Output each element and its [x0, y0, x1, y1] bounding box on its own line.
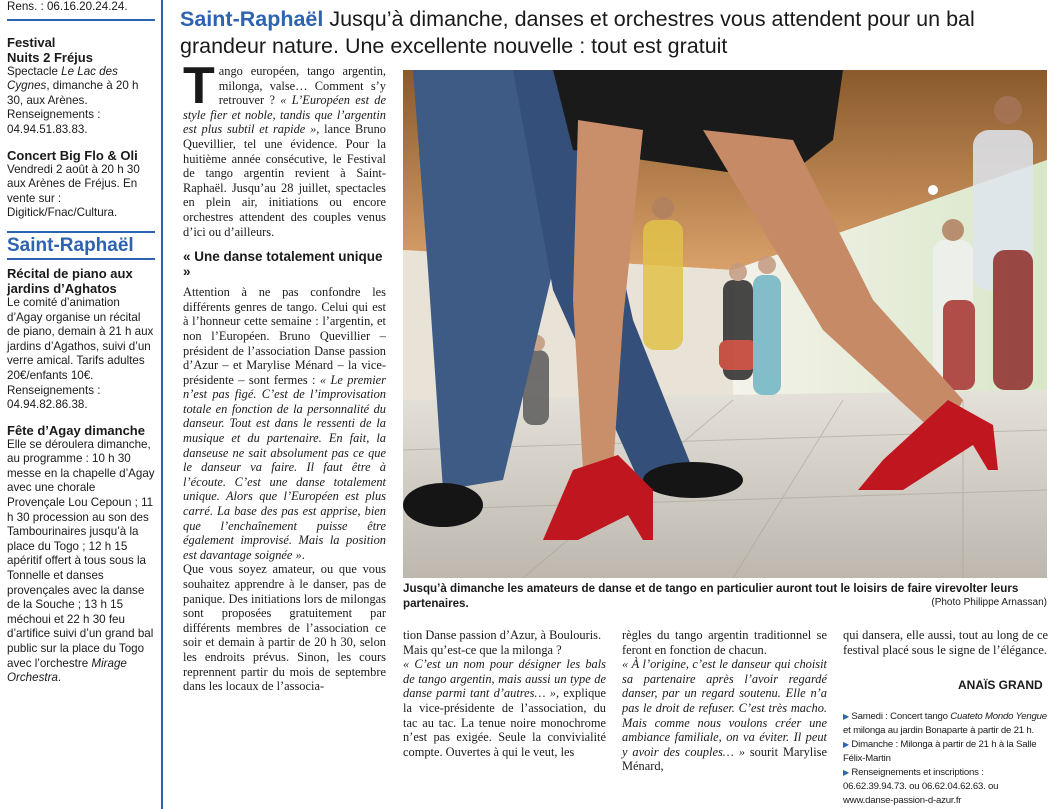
lead-text-a: ango européen, tango argentin, milonga, valse… Comment s’y retrouver ? — [218, 64, 386, 108]
drop-cap: T — [183, 57, 215, 115]
photo-caption: Jusqu’à dimanche les amateurs de danse et de tango en particulier auront tout le loisirs de faire virevolter leurs partenaires. — [403, 582, 1019, 610]
col2-paragraph-2: Mais qu’est-ce que la milonga ? — [403, 642, 562, 657]
concert-text: Vendredi 2 août à 20 h 30 aux Arènes de Fréjus. En vente sur : Digitick/Fnac/Cultura. — [7, 162, 140, 220]
info-item-samedi — [843, 710, 1048, 738]
festival-title-line1: Festival — [7, 34, 56, 50]
col2-paragraph-3 — [403, 657, 606, 759]
intertitle: « Une danse totalement unique » — [183, 249, 383, 280]
fete-text-end: . — [57, 671, 62, 685]
recital-title: Récital de piano aux jardins d’Aghatos — [7, 265, 133, 296]
col2-quote: « C’est un nom pour désigner les bals de tango argentin, mais aussi un type de danse parmi tant d’autres… » — [403, 657, 606, 701]
festival-title — [7, 35, 155, 65]
bullet-icon: ▶ — [843, 712, 849, 721]
dance-photo — [403, 70, 1047, 578]
bullet-icon: ▶ — [843, 768, 849, 777]
col2-paragraph-1: tion Danse passion d’Azur, à Boulouris. — [403, 628, 602, 642]
headline-city: Saint-Raphaël — [180, 7, 324, 31]
info-dimanche-text: Dimanche : Milonga à partir de 21 h à la Salle Félix-Martin — [843, 739, 1037, 764]
info-band-name: Cuateto Mondo Yengue — [950, 711, 1047, 722]
article-column-2 — [403, 628, 606, 759]
paragraph-2-end: . — [301, 547, 305, 562]
author-byline: ANAÏS GRAND — [958, 678, 1043, 692]
col3-paragraph-1: règles du tango argentin traditionnel se feront en fonction de chacun. — [622, 628, 827, 657]
sidebar-briefs — [7, 0, 163, 809]
sidebar-top-line: Rens. : 06.16.20.24.24. — [7, 0, 128, 13]
bullet-icon: ▶ — [843, 740, 849, 749]
festival-text — [7, 65, 155, 138]
festival-title-line2: Nuits 2 Fréjus — [7, 49, 93, 65]
photo-credit: (Photo Philippe Arnassan) — [931, 597, 1047, 608]
col3-text: sourit Marylise Ménard, — [622, 744, 828, 774]
paragraph-2-text: Attention à ne pas confondre les différents genres de tango. Celui qui est à l’honneur cette semaine : l’argentin, et non l’Européen. Bruno Quevillier – président de l’association Danse passion d’Azur – et Marylise Ménard – la vice-présidente – sont fermes : — [183, 285, 386, 387]
paragraph-2-quote: « Le premier n’est pas figé. C’est de l’improvisation totale en fonction de la personnalité du danseur. Tout est dans le ressenti de la musique et du partenaire. En fait, la danseuse ne sait absolument pas ce que le danseur va faire. Il faut être à l’écoute. C’est une danse totalement unique. Alors que l’Européen est plus carré. La base des pas est apprise, bien que l’enchaînement puisse être également improvisé. Mais la position est davantage soignée » — [183, 372, 386, 562]
headline-text: Jusqu’à dimanche, danses et orchestres vous attendent pour un bal grandeur nature. Une excellente nouvelle : tout est gratuit — [180, 7, 975, 58]
article-column-3 — [622, 628, 827, 774]
dance-photo-illustration — [403, 70, 1047, 578]
paragraph-2 — [183, 285, 386, 562]
info-item-dimanche — [843, 738, 1048, 766]
col3-quote: « À l’origine, c’est le danseur qui choisit sa partenaire après l’avoir regardé danser, par un regard soutenu. Elle n’a pas le droit de refuser. C’est très macho. Mais comme nous voulons créer une ambiance familiale, on va éviter. Il peut y avoir des couples… » — [622, 657, 827, 759]
col4-paragraph-1: qui dansera, elle aussi, tout au long de ce festival placé sous le signe de l’élégance. — [843, 628, 1048, 657]
article-column-1 — [183, 57, 387, 694]
info-contact-text: Renseignements et inscriptions : 06.62.39.94.73. ou 06.62.04.62.63. ou www.danse-passion-d-azur.fr — [843, 767, 999, 806]
fete-title: Fête d’Agay dimanche — [7, 422, 145, 438]
section-title: Saint-Raphaël — [7, 231, 155, 260]
col2-text: , explique la vice-présidente de l’association, du tac au tac. La tenue noire monochrome n’est pas exigée. Seule la convivialité compte. Ouvertes à qui le veut, les — [403, 686, 606, 759]
concert-title: Concert Big Flo & Oli — [7, 147, 138, 163]
lead-quote: « L’Européen est de style fier et noble, tandis que l’argentin est plus subtil et rapide » — [183, 93, 386, 137]
fete-text — [7, 438, 155, 686]
practical-info — [843, 710, 1048, 808]
info-samedi-end: et milonga au jardin Bonaparte à partir de 21 h. — [843, 725, 1034, 736]
col3-paragraph-2 — [622, 657, 827, 774]
fete-orchestra-name: Mirage Orchestra — [7, 656, 127, 685]
festival-text-post: , dimanche à 20 h 30, aux Arènes. Renseignements : 04.94.51.83.83. — [7, 79, 139, 136]
article-column-4 — [843, 628, 1048, 657]
sidebar-divider — [7, 19, 155, 21]
article-headline — [180, 6, 1055, 60]
festival-show-name: Le Lac des Cygnes — [7, 64, 118, 93]
fete-text-body: Elle se déroulera dimanche, au programme : 10 h 30 messe en la chapelle d’Agay avec une chorale Provençale Lou Cepoun ; 11 h 30 procession au son des Tambourinaires jusqu’à la place du Togo ; 12 h 15 apéritif offert à tous sous la Tonnelle et danses provençales avec la danse de la Souche ; 13 h 15 méchoui et 22 h 30 feu d’artifice suivi d’un grand bal public sur la place du Togo avec l’orchestre — [7, 437, 155, 670]
paragraph-3: Que vous soyez amateur, ou que vous souhaitez apprendre à le danser, pas de panique. Des initiations lors de milongas sont proposées gratuitement par différents membres de l’association ce soir et demain à partir de 20 h 30, selon les endroits prévus. Sinon, les cours reprennent partir du mois de septembre dans les locaux de l’associa- — [183, 562, 386, 694]
lead-text-c: , lance Bruno Quevillier, tel une évidence. Pour la huitième année consécutive, le Festival de tango argentin revient à Saint-Raphaël. Jusqu’au 28 juillet, spectacles en plein air, initiations ou encore orchestres attendent des couples venus d’ici ou d’ailleurs. — [183, 122, 387, 239]
recital-text: Le comité d’animation d’Agay organise un récital de piano, demain à 21 h aux jardins d’Agathos, suivi d’un verre amical. Tarifs adultes 20€/enfants 10€. Renseignements : 04.94.82.86.38. — [7, 295, 154, 412]
info-samedi-text: Samedi : Concert tango — [851, 711, 951, 722]
article-lead-paragraph — [183, 57, 387, 239]
info-item-contact — [843, 766, 1048, 808]
festival-text-pre: Spectacle — [7, 64, 62, 78]
